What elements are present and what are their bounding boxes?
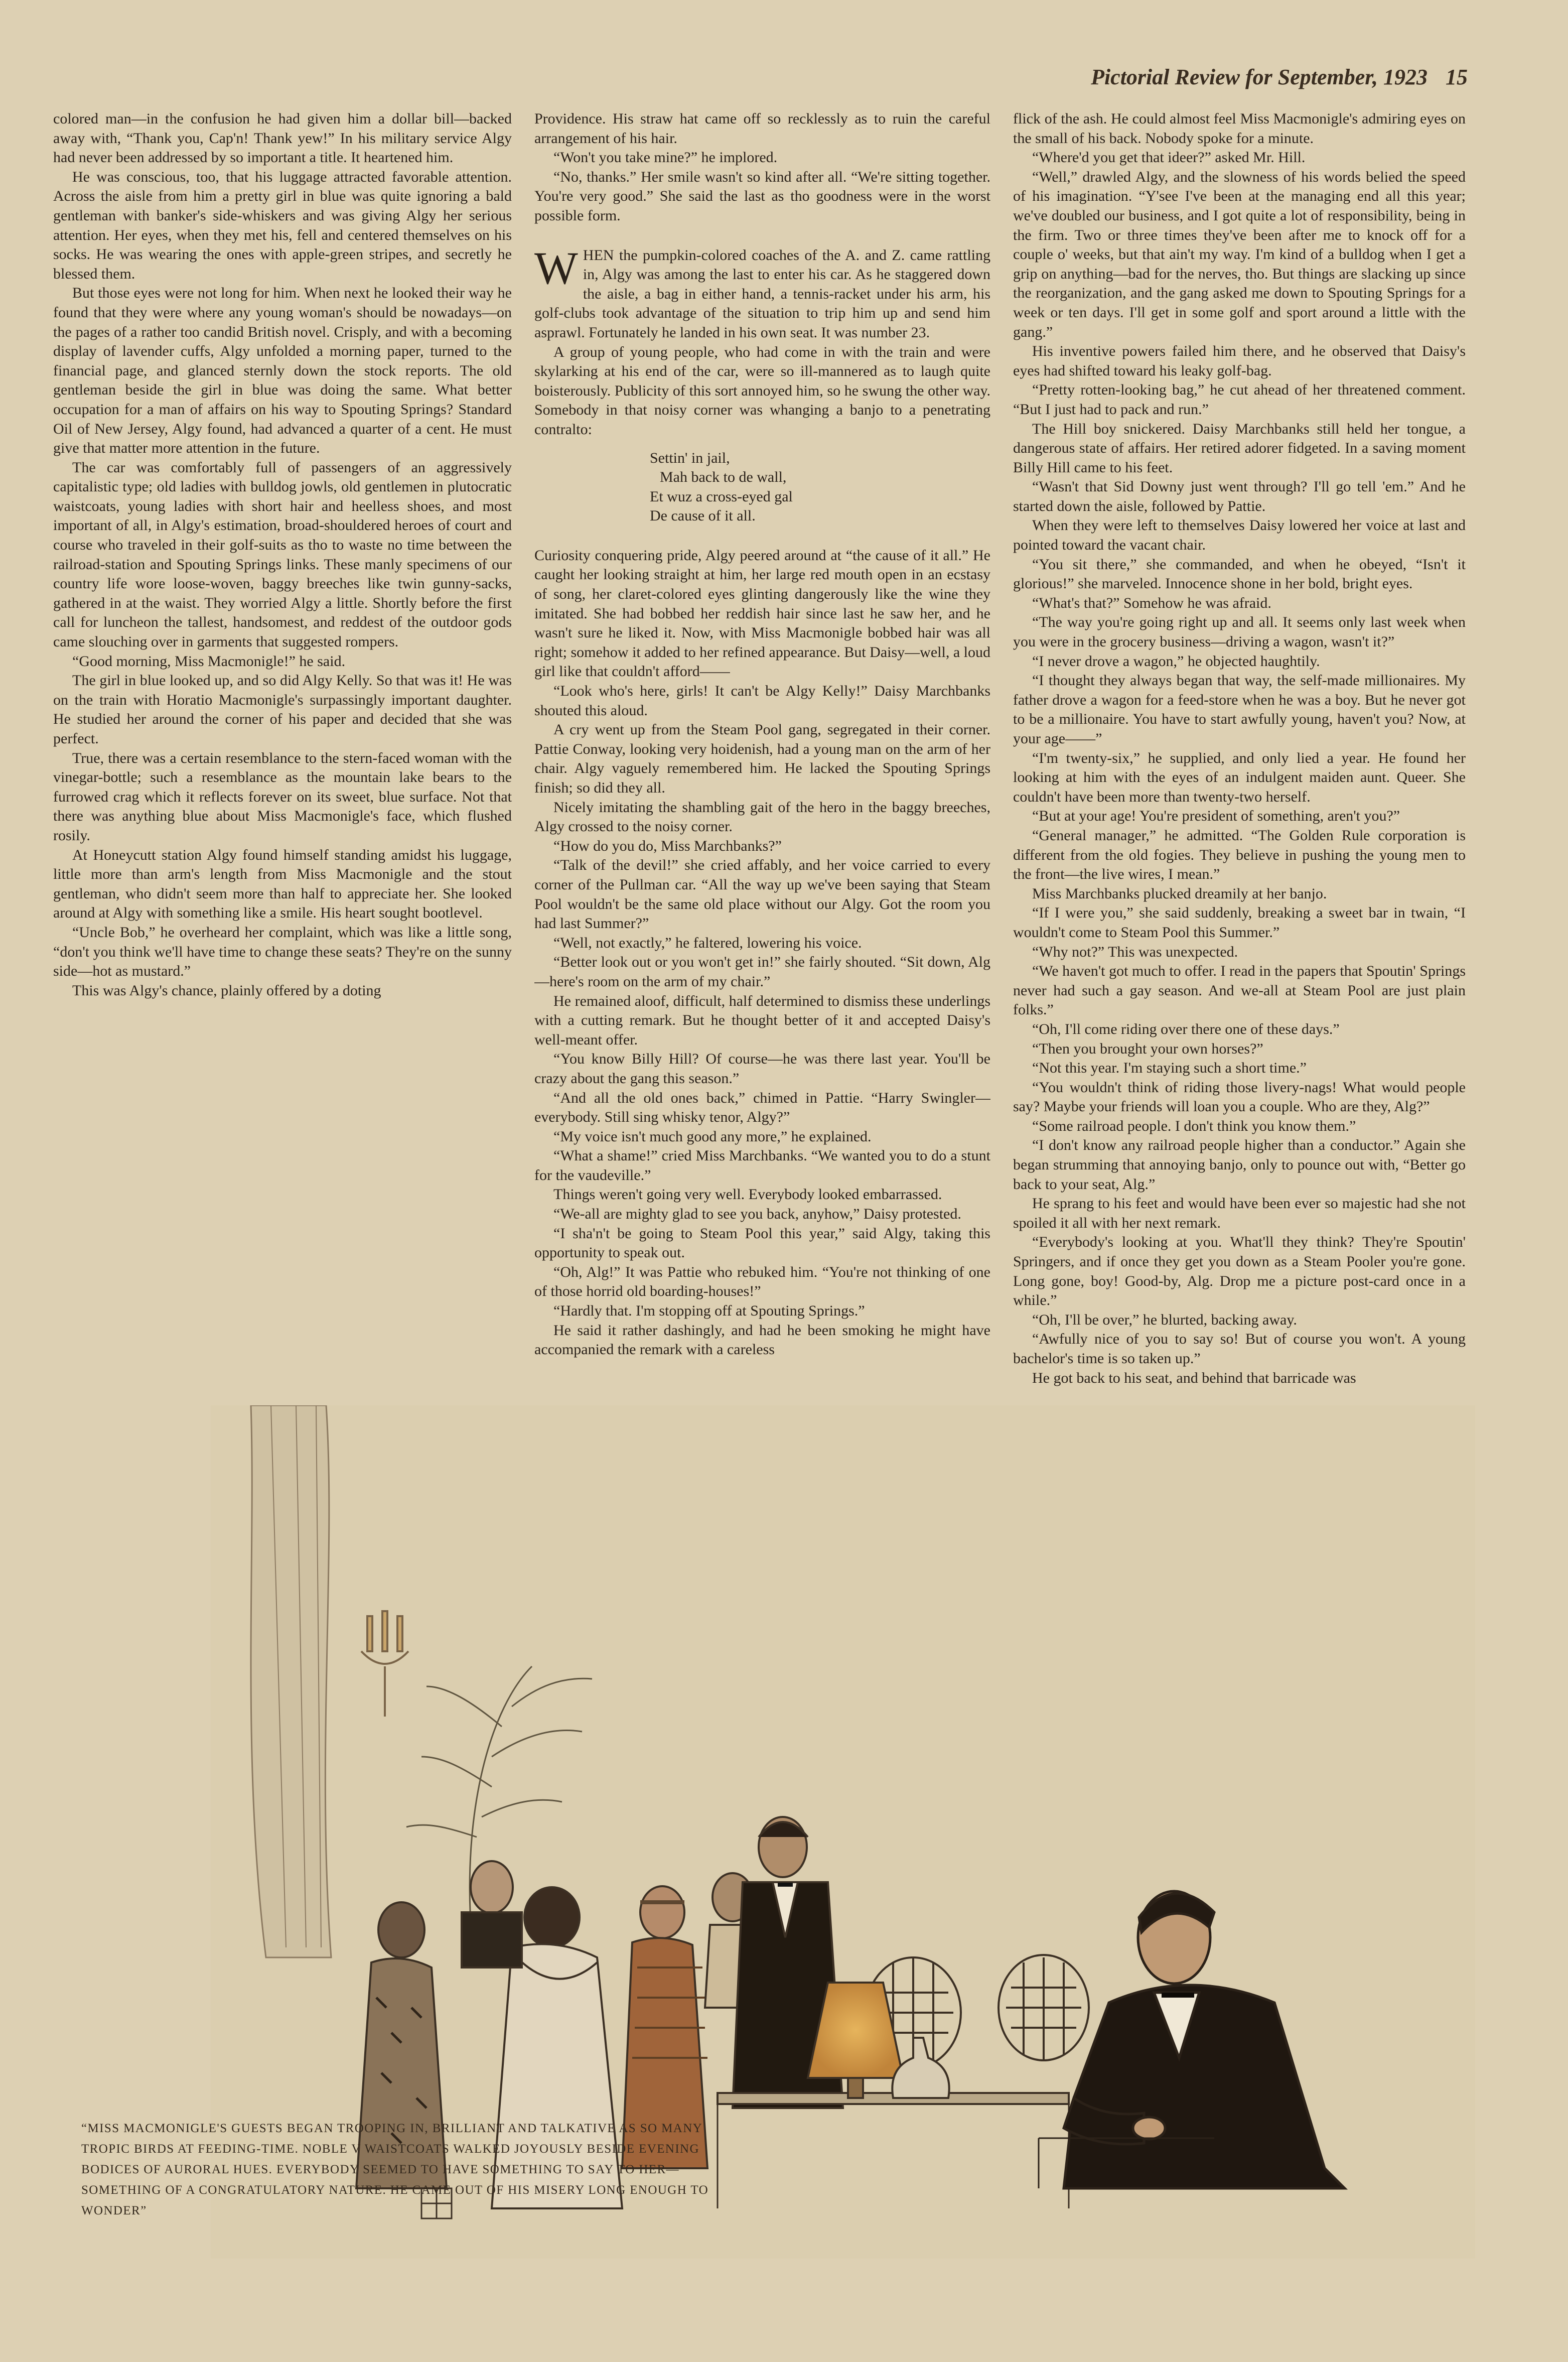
paragraph: His inventive powers failed him there, and he observed that Daisy's eyes had shifted toward his leaky golf-bag. bbox=[1013, 343, 1466, 379]
verse-line: Et wuz a cross-eyed gal bbox=[650, 488, 793, 505]
paragraph: “Oh, I'll come riding over there one of these days.” bbox=[1032, 1020, 1340, 1037]
paragraph: “Where'd you get that ideer?” asked Mr. Hill. bbox=[1032, 149, 1306, 166]
paragraph: “Awfully nice of you to say so! But of course you won't. A young bachelor's time is so taken up.” bbox=[1013, 1331, 1466, 1367]
paragraph: “Talk of the devil!” she cried affably, and her voice carried to every corner of the Pullman car. “All the way up we've been saying that Steam Pool wouldn't be the same old place without our Algy. Got the room you had last Summer?” bbox=[534, 857, 990, 932]
paragraph: The girl in blue looked up, and so did Algy Kelly. So that was it! He was on the train with Horatio Macmonigle's surpassingly important daughter. He studied her around the corner of his paper and decided that she was perfect. bbox=[53, 672, 512, 747]
paragraph: “Good morning, Miss Macmonigle!” he said. bbox=[72, 652, 346, 670]
paragraph: He got back to his seat, and behind that barricade was bbox=[1032, 1369, 1356, 1386]
page-number: 15 bbox=[1446, 65, 1468, 89]
paragraph: The car was comfortably full of passengers of an aggressively capitalistic type; old ladies with bulldog jowls, old gentlemen in plutocratic waistcoats, young ladies with short hair and heelless shoes, and most important of all, in Algy's estimation, broad-shouldered heroes of court and course who traveled in their golf-suits as tho to waste no time between the railroad-station and Spouting Springs links. These manly specimens of our country life wore loose-woven, baggy breeches like twin gunny-sacks, gathered in at the waist. They worried Algy a little. Shortly before the first call for luncheon the tallest, handsomest, and reddest of the outdoor gods came slouching over in garments that suggested rompers. bbox=[53, 459, 512, 650]
paragraph: Curiosity conquering pride, Algy peered around at “the cause of it all.” He caught her looking straight at him, her large red mouth open in an ecstasy of song, her claret-colored eyes glinting dangerously like the wine they imitated. She had bobbed her reddish hair since last he saw her, and he wasn't sure he liked it. Now, with Miss Macmonigle bobbed hair was all right; somehow it added to her refined appearance. But Daisy—well, a loud girl like that couldn't afford—— bbox=[534, 547, 990, 680]
dropcap-text: HEN the pumpkin-colored coaches of the A. and Z. came rattling in, Algy was among the last to enter his car. As he staggered down the aisle, a bag in either hand, a tennis-racket under his arm, his golf-clubs took advantage of the situation to trip him up and send him asprawl. Fortunately he landed in his own seat. It was number 23. bbox=[534, 246, 990, 341]
verse bbox=[534, 449, 990, 526]
paragraph: This was Algy's chance, plainly offered by a doting bbox=[72, 982, 381, 999]
dropcap-paragraph bbox=[534, 242, 990, 343]
paragraph: “Pretty rotten-looking bag,” he cut ahead of her threatened comment. “But I just had to pack and run.” bbox=[1013, 381, 1466, 418]
paragraph: At Honeycutt station Algy found himself standing amidst his luggage, little more than arm's length from Miss Macmonigle and the stout gentleman, who didn't seem more than half to appreciate her. She looked around at Algy with something like a smile. His heart sought bootlevel. bbox=[53, 846, 512, 922]
paragraph: “I don't know any railroad people higher than a conductor.” Again she began strumming that annoying banjo, only to pounce out with, “Better go back to your seat, Alg.” bbox=[1013, 1137, 1466, 1193]
verse-line: Settin' in jail, bbox=[650, 449, 730, 466]
paragraph: “Oh, Alg!” It was Pattie who rebuked him. “You're not thinking of one of those horrid old boarding-houses!” bbox=[534, 1263, 990, 1300]
header-title: Pictorial Review for September, 1923 bbox=[1091, 65, 1428, 89]
paragraph: But those eyes were not long for him. When next he looked their way he found that they were where any young woman's should be nowadays—on the pages of a rather too candid British novel. Crisply, and with a becoming display of lavender cuffs, Algy unfolded a morning paper, turned to the financial page, and glanced sternly down the stock reports. The old gentleman beside the girl in blue was doing the same. What better occupation for a man of affairs on his way to Spouting Springs? Standard Oil of New Jersey, Algy found, had advanced a quarter of a cent. He must give that matter more attention in the future. bbox=[53, 285, 512, 457]
paragraph: “My voice isn't much good any more,” he explained. bbox=[553, 1128, 872, 1145]
paragraph: “Why not?” This was unexpected. bbox=[1032, 943, 1238, 960]
paragraph: “Oh, I'll be over,” he blurted, backing away. bbox=[1032, 1311, 1297, 1328]
paragraph: “Better look out or you won't get in!” she fairly shouted. “Sit down, Alg—here's room on the arm of my chair.” bbox=[534, 954, 990, 990]
illustration-caption: “MISS MACMONIGLE'S GUESTS BEGAN TROOPING IN, BRILLIANT AND TALKATIVE AS SO MANY TROPIC BIRDS AT FEEDING-TIME. NOBLE V WAISTCOATS WALKED JOYOUSLY BESIDE EVENING BODICES OF AURORAL HUES. EVERYBODY SEEMED TO HAVE SOMETHING TO SAY TO HER—SOMETHING OF A CONGRATULATORY NATURE. HE CAME OUT OF HIS MISERY LONG ENOUGH TO WONDER” bbox=[81, 2122, 709, 2217]
paragraph: “But at your age! You're president of something, aren't you?” bbox=[1032, 808, 1400, 825]
paragraph: “Uncle Bob,” he overheard her complaint, which was like a little song, “don't you think we'll have time to change these seats? They're on the sunny side—hot as mustard.” bbox=[53, 924, 512, 980]
paragraph: “Not this year. I'm staying such a short time.” bbox=[1032, 1060, 1307, 1077]
paragraph: The Hill boy snickered. Daisy Marchbanks still held her tongue, a dangerous state of affairs. Her retired adorer fidgeted. In a saving moment Billy Hill came to his feet. bbox=[1013, 420, 1466, 476]
paragraph: “We-all are mighty glad to see you back, anyhow,” Daisy protested. bbox=[553, 1206, 961, 1223]
paragraph: “I sha'n't be going to Steam Pool this year,” said Algy, taking this opportunity to speak out. bbox=[534, 1225, 990, 1261]
paragraph: “Then you brought your own horses?” bbox=[1032, 1040, 1263, 1057]
drop-cap: W bbox=[534, 242, 578, 294]
paragraph: “You sit there,” she commanded, and when he obeyed, “Isn't it glorious!” she marveled. Innocence shone in her bold, bright eyes. bbox=[1013, 556, 1466, 592]
paragraph: Nicely imitating the shambling gait of the hero in the baggy breeches, Algy crossed to the noisy corner. bbox=[534, 799, 990, 835]
column-2 bbox=[534, 109, 990, 1424]
paragraph: “I never drove a wagon,” he objected haughtily. bbox=[1032, 652, 1320, 670]
paragraph: He was conscious, too, that his luggage attracted favorable attention. Across the aisle from him a pretty girl in blue was quite ignoring a bald gentleman with banker's side-whiskers and was giving Algy her serious attention. Her eyes, when they met his, fell and centered themselves on his socks. He was wearing the ones with apple-green stripes, and secretly he blessed them. bbox=[53, 168, 512, 282]
paragraph: Things weren't going very well. Everybody looked embarrassed. bbox=[553, 1186, 942, 1203]
paragraph: “Hardly that. I'm stopping off at Spouting Springs.” bbox=[553, 1302, 865, 1320]
paragraph: He remained aloof, difficult, half determined to dismiss these underlings with a cutting remark. But he thought better of it and accepted Daisy's well-meant offer. bbox=[534, 992, 990, 1048]
paragraph: “And all the old ones back,” chimed in Pattie. “Harry Swingler—everybody. Still sing whisky tenor, Algy?” bbox=[534, 1089, 990, 1126]
paragraph: “No, thanks.” Her smile wasn't so kind after all. “We're sitting together. You're very good.” She said the last as tho goodness were in the worst possible form. bbox=[534, 168, 990, 224]
paragraph: “General manager,” he admitted. “The Golden Rule corporation is different from the old fogies. They believe in pushing the young men to the front—the live wires, I mean.” bbox=[1013, 827, 1466, 883]
paragraph: True, there was a certain resemblance to the stern-faced woman with the vinegar-bottle; such a resemblance as the mountain lake bears to the furrowed crag which it reflects forever on its sweet, blue surface. Not that there was anything blue about Miss Macmonigle's face, which flushed rosily. bbox=[53, 749, 512, 844]
paragraph: A group of young people, who had come in with the train and were skylarking at his end of the car, were so ill-mannered as to laugh quite boisterously. Publicity of this sort annoyed him, so he swung the other way. Somebody in that noisy corner was whanging a banjo to a penetrating contralto: bbox=[534, 343, 990, 438]
paragraph: “Look who's here, girls! It can't be Algy Kelly!” Daisy Marchbanks shouted this aloud. bbox=[534, 683, 990, 719]
paragraph: A cry went up from the Steam Pool gang, segregated in their corner. Pattie Conway, looking very hoidenish, had a young man on the arm of her chair. Algy vaguely remembered him. He lacked the Spouting Springs finish; so did they all. bbox=[534, 721, 990, 796]
paragraph: “Some railroad people. I don't think you know them.” bbox=[1032, 1117, 1356, 1134]
paragraph: “Won't you take mine?” he implored. bbox=[553, 149, 778, 166]
verse-line: Mah back to de wall, bbox=[660, 469, 787, 486]
paragraph: “You wouldn't think of riding those livery-nags! What would people say? Maybe your friends will loan you a couple. Who are they, Alg?” bbox=[1013, 1079, 1466, 1115]
paragraph: “Wasn't that Sid Downy just went through? I'll go tell 'em.” And he started down the aisle, followed by Pattie. bbox=[1013, 478, 1466, 514]
paragraph: “I thought they always began that way, the self-made millionaires. My father drove a wagon for a feed-store when he was a boy. But he never got to be a millionaire. You have to start awfully young, haven't you? Now, at your age——” bbox=[1013, 672, 1466, 747]
paragraph: flick of the ash. He could almost feel Miss Macmonigle's admiring eyes on the small of his back. Nobody spoke for a minute. bbox=[1013, 110, 1466, 147]
paragraph: He sprang to his feet and would have been ever so majestic had she not spoiled it all with her next remark. bbox=[1013, 1195, 1466, 1231]
paragraph: “The way you're going right up and all. It seems only last week when you were in the grocery business—driving a wagon, wasn't it?” bbox=[1013, 614, 1466, 650]
paragraph: He said it rather dashingly, and had he been smoking he might have accompanied the remark with a careless bbox=[534, 1322, 990, 1358]
paragraph: colored man—in the confusion he had given him a dollar bill—backed away with, “Thank you, Cap'n! Thank yew!” In his military service Algy had never been addressed by so important a title. It heartened him. bbox=[53, 110, 512, 166]
paragraph: “Well,” drawled Algy, and the slowness of his words belied the speed of his imagination. “Y'see I've been at the managing end all this year; we've doubled our business, and I got quite a lot of responsibility, being in the firm. Two or three times they've been after me to knock off for a couple o' weeks, but that ain't my way. I'm kind of a bulldog when I get a grip on anything—bad for the nerves, tho. But things are slacking up since the reorganization, and the gang asked me down to Spouting Springs for a week or ten days. I'll get in some golf and sport around a little with the gang.” bbox=[1013, 168, 1466, 340]
paragraph: “How do you do, Miss Marchbanks?” bbox=[553, 837, 782, 854]
paragraph: Providence. His straw hat came off so recklessly as to ruin the careful arrangement of his hair. bbox=[534, 110, 990, 147]
paragraph: “Well, not exactly,” he faltered, lowering his voice. bbox=[553, 934, 862, 951]
column-3 bbox=[1013, 109, 1466, 1475]
paragraph: “If I were you,” she said suddenly, breaking a sweet bar in twain, “I wouldn't come to Steam Pool this Summer.” bbox=[1013, 904, 1466, 941]
running-header bbox=[1091, 64, 1468, 90]
paragraph: “I'm twenty-six,” he supplied, and only lied a year. He found her looking at him with the eyes of an indulgent maiden aunt. Queer. She couldn't have been more than twenty-two herself. bbox=[1013, 749, 1466, 805]
paragraph: When they were left to themselves Daisy lowered her voice at last and pointed toward the vacant chair. bbox=[1013, 517, 1466, 554]
paragraph: “You know Billy Hill? Of course—he was there last year. You'll be crazy about the gang this season.” bbox=[534, 1051, 990, 1087]
paragraph: “We haven't got much to offer. I read in the papers that Spoutin' Springs never had such a gay season. And we-all at Steam Pool are just plain folks.” bbox=[1013, 963, 1466, 1018]
paragraph: Miss Marchbanks plucked dreamily at her banjo. bbox=[1032, 885, 1327, 902]
column-1 bbox=[53, 109, 512, 1254]
paragraph: “Everybody's looking at you. What'll they think? They're Spoutin' Springers, and if once they get you down as a Steam Pooler you're gone. Long gone, boy! Good-by, Alg. Drop me a picture post-card once in a while.” bbox=[1013, 1234, 1466, 1309]
paragraph: “What's that?” Somehow he was afraid. bbox=[1032, 594, 1271, 611]
paragraph: “What a shame!” cried Miss Marchbanks. “We wanted you to do a stunt for the vaudeville.” bbox=[534, 1147, 990, 1184]
verse-line: De cause of it all. bbox=[650, 507, 756, 524]
